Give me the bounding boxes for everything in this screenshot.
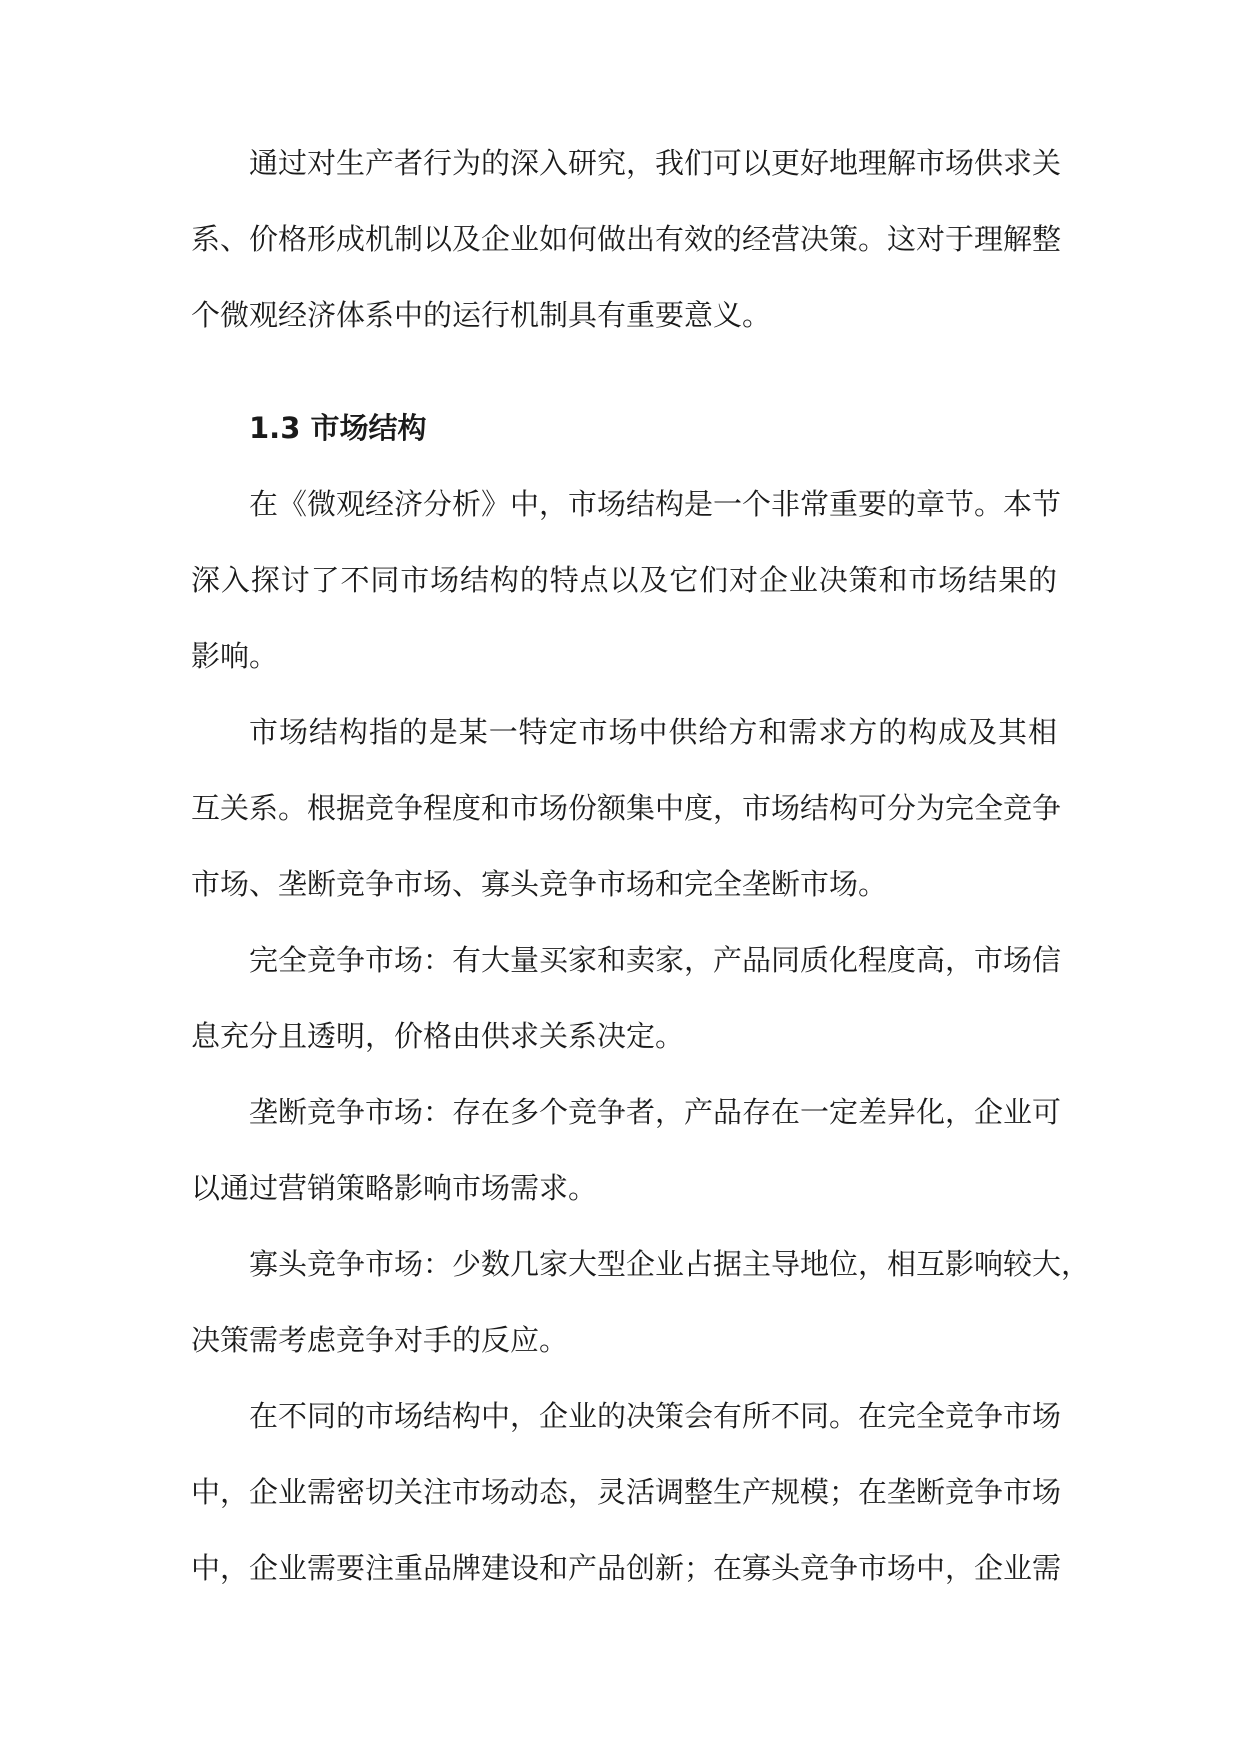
paragraph-line: 决策需考虑竞争对手的反应。 — [191, 1323, 569, 1357]
paragraph-line: 影响。 — [191, 639, 279, 673]
paragraph-6 — [191, 1244, 1091, 1360]
section-heading: 1.3 市场结构 — [249, 411, 427, 445]
paragraph-line: 通过对生产者行为的深入研究，我们可以更好地理解市场供求关 — [249, 146, 1062, 180]
paragraph-line: 以通过营销策略影响市场需求。 — [191, 1171, 598, 1205]
paragraph-line: 系、价格形成机制以及企业如何做出有效的经营决策。这对于理解整 — [191, 222, 1062, 256]
paragraph-line: 息充分且透明，价格由供求关系决定。 — [191, 1019, 685, 1053]
paragraph-line: 中，企业需密切关注市场动态，灵活调整生产规模；在垄断竞争市场 — [191, 1475, 1062, 1509]
paragraph-line: 市场、垄断竞争市场、寡头竞争市场和完全垄断市场。 — [191, 867, 888, 901]
paragraph-7 — [191, 1396, 1062, 1588]
paragraph-line: 深入探讨了不同市场结构的特点以及它们对企业决策和市场结果的 — [191, 563, 1057, 597]
paragraph-line: 垄断竞争市场：存在多个竞争者，产品存在一定差异化，企业可 — [249, 1095, 1062, 1129]
section-heading-block — [191, 408, 1057, 448]
paragraph-line: 互关系。根据竞争程度和市场份额集中度，市场结构可分为完全竞争 — [191, 791, 1062, 825]
paragraph-line: 中，企业需要注重品牌建设和产品创新；在寡头竞争市场中，企业需 — [191, 1551, 1062, 1585]
paragraph-5 — [191, 1092, 1062, 1208]
paragraph-line: 市场结构指的是某一特定市场中供给方和需求方的构成及其相 — [249, 715, 1057, 749]
paragraph-2 — [191, 484, 1062, 676]
paragraph-line: 在《微观经济分析》中，市场结构是一个非常重要的章节。本节 — [249, 487, 1062, 521]
document-page — [191, 143, 1091, 1588]
paragraph-line: 个微观经济体系中的运行机制具有重要意义。 — [191, 298, 772, 332]
paragraph-line: 完全竞争市场：有大量买家和卖家，产品同质化程度高，市场信 — [249, 943, 1062, 977]
paragraph-3 — [191, 712, 1062, 904]
paragraph-4 — [191, 940, 1062, 1056]
paragraph-1 — [191, 143, 1062, 335]
paragraph-line: 寡头竞争市场：少数几家大型企业占据主导地位，相互影响较大， — [249, 1247, 1091, 1281]
paragraph-line: 在不同的市场结构中，企业的决策会有所不同。在完全竞争市场 — [249, 1399, 1062, 1433]
